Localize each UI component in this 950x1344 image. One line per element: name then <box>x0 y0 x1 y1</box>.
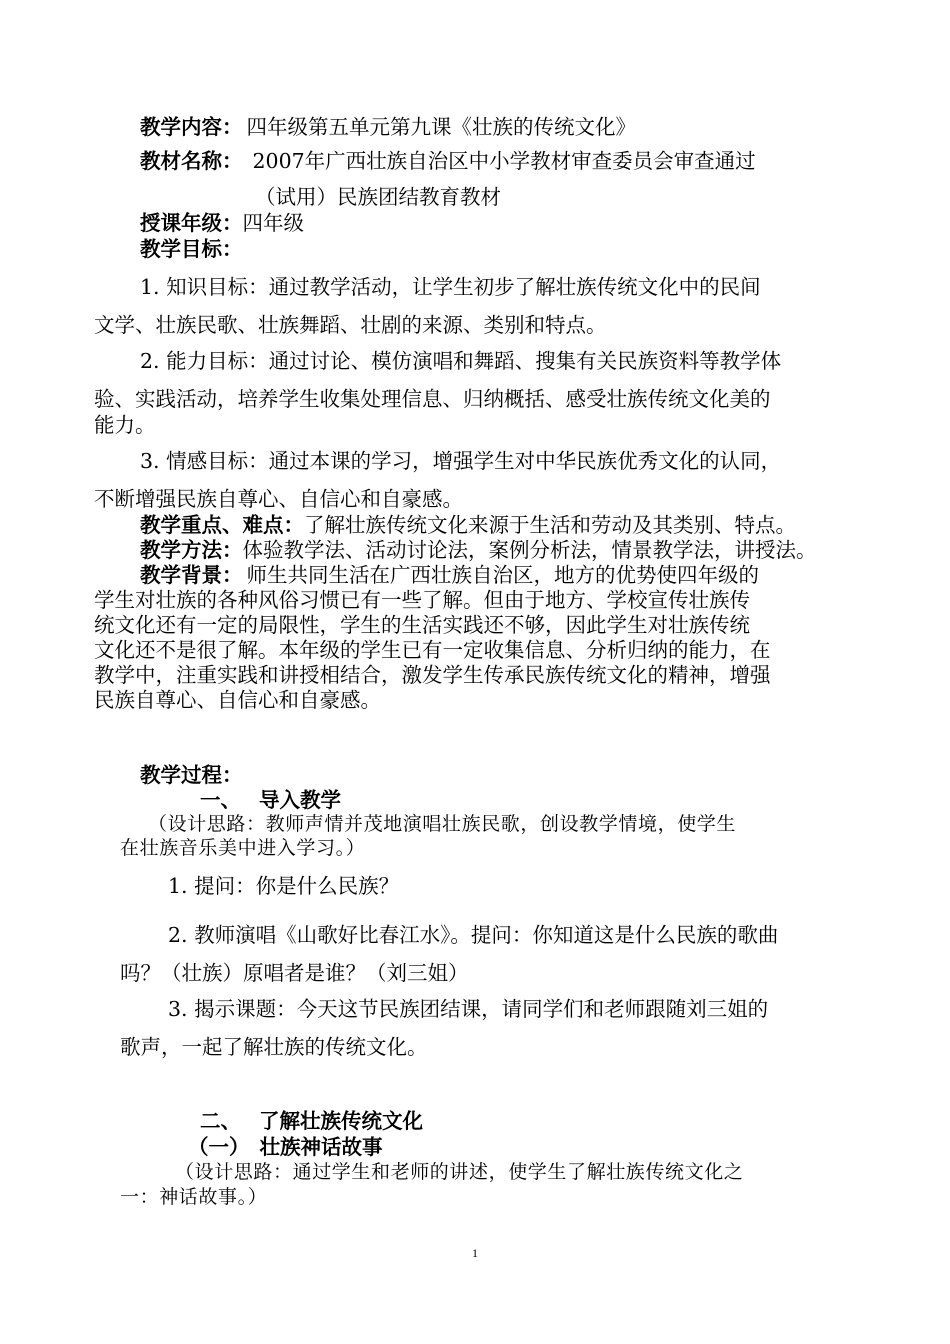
methods-row <box>140 537 817 563</box>
textbook-row <box>140 148 756 174</box>
goal-2-line-2: 验、实践活动，培养学生收集处理信息、归纳概括、感受壮族传统文化美的 <box>94 387 771 411</box>
section-2-sub-title: 壮族神话故事 <box>259 1135 383 1159</box>
methods-value: 体验教学法、活动讨论法，案例分析法，情景教学法，讲授法。 <box>242 538 817 562</box>
content-value: 四年级第五单元第九课《壮族的传统文化》 <box>246 115 636 139</box>
grade-row <box>140 210 304 236</box>
section-1-step-3-line-2: 歌声，一起了解壮族的传统文化。 <box>120 1035 428 1059</box>
key-points-value: 了解壮族传统文化来源于生活和劳动及其类别、特点。 <box>304 513 796 537</box>
section-2-number: 二、 <box>200 1109 241 1133</box>
section-2-design-line-2: 一：神话故事。） <box>120 1186 268 1208</box>
background-line-4: 文化还不是很了解。本年级的学生已有一定收集信息、分析归纳的能力，在 <box>94 638 771 662</box>
methods-label: 教学方法： <box>140 538 243 562</box>
textbook-value-2: （试用）民族团结教育教材 <box>255 185 501 209</box>
background-line-6: 民族自尊心、自信心和自豪感。 <box>94 688 381 712</box>
section-2-title: 了解壮族传统文化 <box>259 1109 423 1133</box>
section-1-step-2-line-2: 吗？（壮族）原唱者是谁？（刘三姐） <box>120 961 469 985</box>
key-points-row <box>140 512 796 538</box>
section-2-sub-number: （一） <box>188 1135 250 1159</box>
goal-2-line-3: 能力。 <box>94 413 156 437</box>
background-row <box>140 562 759 588</box>
background-line-2: 学生对壮族的各种风俗习惯已有一些了解。但由于地方、学校宣传壮族传 <box>94 588 750 612</box>
process-label: 教学过程： <box>140 763 243 787</box>
goals-label: 教学目标： <box>140 237 243 261</box>
section-1-heading <box>200 787 341 813</box>
section-1-design-line-1: （设计思路：教师声情并茂地演唱壮族民歌，创设教学情境，使学生 <box>148 813 737 835</box>
grade-label: 授课年级： <box>140 211 243 235</box>
section-2-design-line-1: （设计思路：通过学生和老师的讲述，使学生了解壮族传统文化之 <box>175 1161 744 1183</box>
goal-2-line-1: 2. 能力目标：通过讨论、模仿演唱和舞蹈、搜集有关民族资料等教学体 <box>140 349 782 373</box>
section-1-step-2-line-1: 2. 教师演唱《山歌好比春江水》。提问：你知道这是什么民族的歌曲 <box>168 923 779 947</box>
section-1-title: 导入教学 <box>259 788 341 812</box>
section-2-heading <box>200 1108 423 1134</box>
page-number: 1 <box>472 1246 478 1260</box>
section-1-step-1: 1. 提问：你是什么民族？ <box>168 874 400 898</box>
textbook-label: 教材名称： <box>140 149 243 173</box>
goal-1-line-1: 1. 知识目标：通过教学活动，让学生初步了解壮族传统文化中的民间 <box>140 275 761 299</box>
background-line-1: 师生共同生活在广西壮族自治区，地方的优势使四年级的 <box>246 563 759 587</box>
section-1-design-line-2: 在壮族音乐美中进入学习。） <box>120 837 366 859</box>
goal-1-line-2: 文学、壮族民歌、壮族舞蹈、壮剧的来源、类别和特点。 <box>94 313 607 337</box>
textbook-value-1: 2007年广西壮族自治区中小学教材审查委员会审查通过 <box>252 149 756 173</box>
grade-value: 四年级 <box>242 211 304 235</box>
section-1-number: 一、 <box>200 788 241 812</box>
background-line-5: 教学中，注重实践和讲授相结合，激发学生传承民族传统文化的精神，增强 <box>94 663 771 687</box>
content-label: 教学内容： <box>140 115 243 139</box>
key-points-label: 教学重点、难点： <box>140 513 304 537</box>
goal-3-line-1: 3. 情感目标：通过本课的学习，增强学生对中华民族优秀文化的认同， <box>140 449 782 473</box>
section-1-step-3-line-1: 3. 揭示课题：今天这节民族团结课，请同学们和老师跟随刘三姐的 <box>168 997 769 1021</box>
background-label: 教学背景： <box>140 563 243 587</box>
section-2-subheading <box>188 1134 383 1160</box>
content-row <box>140 114 636 140</box>
goal-3-line-2: 不断增强民族自尊心、自信心和自豪感。 <box>94 487 463 511</box>
background-line-3: 统文化还有一定的局限性，学生的生活实践还不够，因此学生对壮族传统 <box>94 613 750 637</box>
